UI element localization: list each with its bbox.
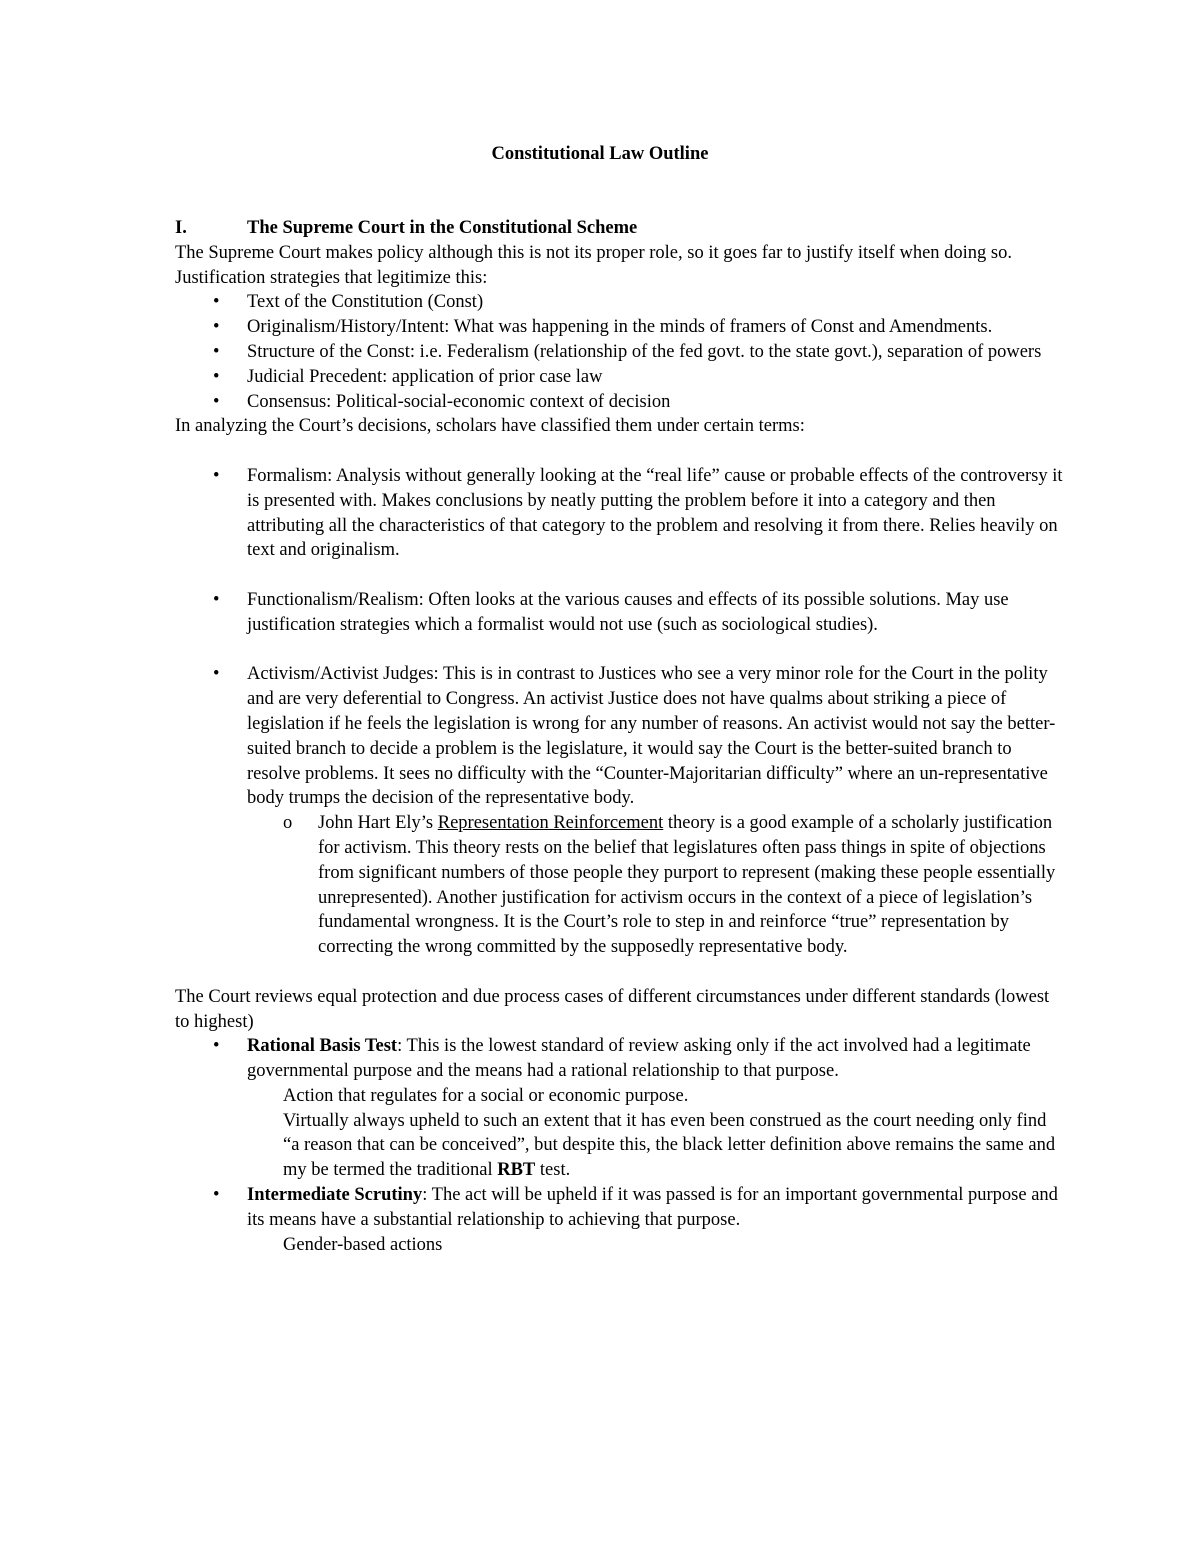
bullet-icon: • [213,317,220,338]
note-bold: RBT [497,1160,536,1181]
sub-list-item [247,811,1065,960]
list-item [175,290,1065,315]
spacer [175,563,1065,588]
list-item-text: Structure of the Const: i.e. Federalism (relationship of the fed govt. to the state govt.), separation of powers [247,341,1042,362]
bullet-icon: • [213,391,220,412]
list-item [175,662,1065,960]
standard-note: Gender-based actions [283,1234,443,1255]
bullet-icon: • [213,664,220,685]
spacer [175,960,1065,985]
bullet-icon: • [213,1036,220,1057]
sub-item-text: theory is a good example of a scholarly justification for activism. This theory rests on the belief that legislatures often pass things in spite of objections from significant numbers of those people they purport to represent (making these people essentially unrepresented). Another justification for activism occurs in the context of a piece of legislation’s fundamental wrongness. It is the Court’s role to step in and reinforce “true” representation by correcting the wrong committed by the supposedly representative body. [318,813,1056,958]
bullet-icon: • [213,465,220,486]
list-item [175,315,1065,340]
standard-note [247,1109,1065,1183]
classified-intro: In analyzing the Court’s decisions, scholars have classified them under certain terms: [175,416,805,437]
section-intro: The Supreme Court makes policy although this is not its proper role, so it goes far to justify itself when doing so. Justification strategies that legitimize this: [175,242,1013,288]
list-item-text: Consensus: Political-social-economic context of decision [247,391,671,412]
strategy-list [175,290,1065,414]
circle-bullet-icon: o [283,813,293,834]
list-item [175,588,1065,638]
list-item [175,464,1065,563]
spacer [175,439,1065,464]
sub-list [247,811,1065,960]
document-title: Constitutional Law Outline [491,144,709,164]
bullet-icon: • [213,292,220,313]
terms-list [175,662,1065,960]
list-item [175,365,1065,390]
list-item-text: Originalism/History/Intent: What was happening in the minds of framers of Const and Amendments. [247,317,993,338]
terms-list [175,588,1065,638]
list-item [175,390,1065,415]
bullet-icon: • [213,589,220,610]
list-item-text: Activism/Activist Judges: This is in contrast to Justices who see a very minor role for the Court in the polity and are very deferential to Congress. An activist Justice does not have qualms about striking a piece of legislation if he feels the legislation is wrong for any number of reasons. An activist would not say the better-suited branch to decide a problem is the legislature, it would say the Court is the better-suited branch to resolve problems. It sees no difficulty with the “Counter-Majoritarian difficulty” where an un-representative body trumps the decision of the representative body. [247,664,1056,809]
standard-name: Rational Basis Test [247,1036,398,1057]
standard-name: Intermediate Scrutiny [247,1185,423,1206]
note-text: test. [535,1160,571,1181]
standard-note: Action that regulates for a social or economic purpose. [283,1085,689,1106]
list-item-text: Text of the Constitution (Const) [247,292,484,313]
list-item [175,1183,1065,1257]
section-title: The Supreme Court in the Constitutional Scheme [247,218,638,238]
underlined-term: Representation Reinforcement [437,813,664,834]
sub-item-text: John Hart Ely’s [318,813,438,834]
section-number: I. [175,218,187,238]
list-item [175,340,1065,365]
bullet-icon: • [213,1185,220,1206]
document-body [175,216,1065,1257]
spacer [175,638,1065,663]
standards-intro: The Court reviews equal protection and due process cases of different circumstances under different standards (lowest to highest) [175,986,1050,1032]
note-text: Virtually always upheld to such an extent that it has even been construed as the court needing only find “a reason that can be conceived”, but despite this, the black letter definition above remains the same and my be termed the traditional [283,1110,1056,1181]
list-item-text: Formalism: Analysis without generally looking at the “real life” cause or probable effects of the controversy it is presented with. Makes conclusions by neatly putting the problem before it into a category and then attributing all the characteristics of that category to the problem and resolving it from there. Relies heavily on text and originalism. [247,465,1063,561]
terms-list [175,464,1065,563]
bullet-icon: • [213,341,220,362]
section-heading [175,216,1065,241]
bullet-icon: • [213,366,220,387]
standard-desc: : The act will be upheld if it was passed is for an important governmental purpose and its means have a substantial relationship to achieving that purpose. [247,1185,1058,1230]
list-item-text: Judicial Precedent: application of prior case law [247,366,603,387]
standards-list [175,1034,1065,1257]
list-item [175,1034,1065,1183]
list-item-text: Functionalism/Realism: Often looks at the various causes and effects of its possible solutions. May use justification strategies which a formalist would not use (such as sociological studies). [247,589,1009,635]
standard-desc: : This is the lowest standard of review asking only if the act involved had a legitimate governmental purpose and the means had a rational relationship to that purpose. [247,1036,1031,1082]
